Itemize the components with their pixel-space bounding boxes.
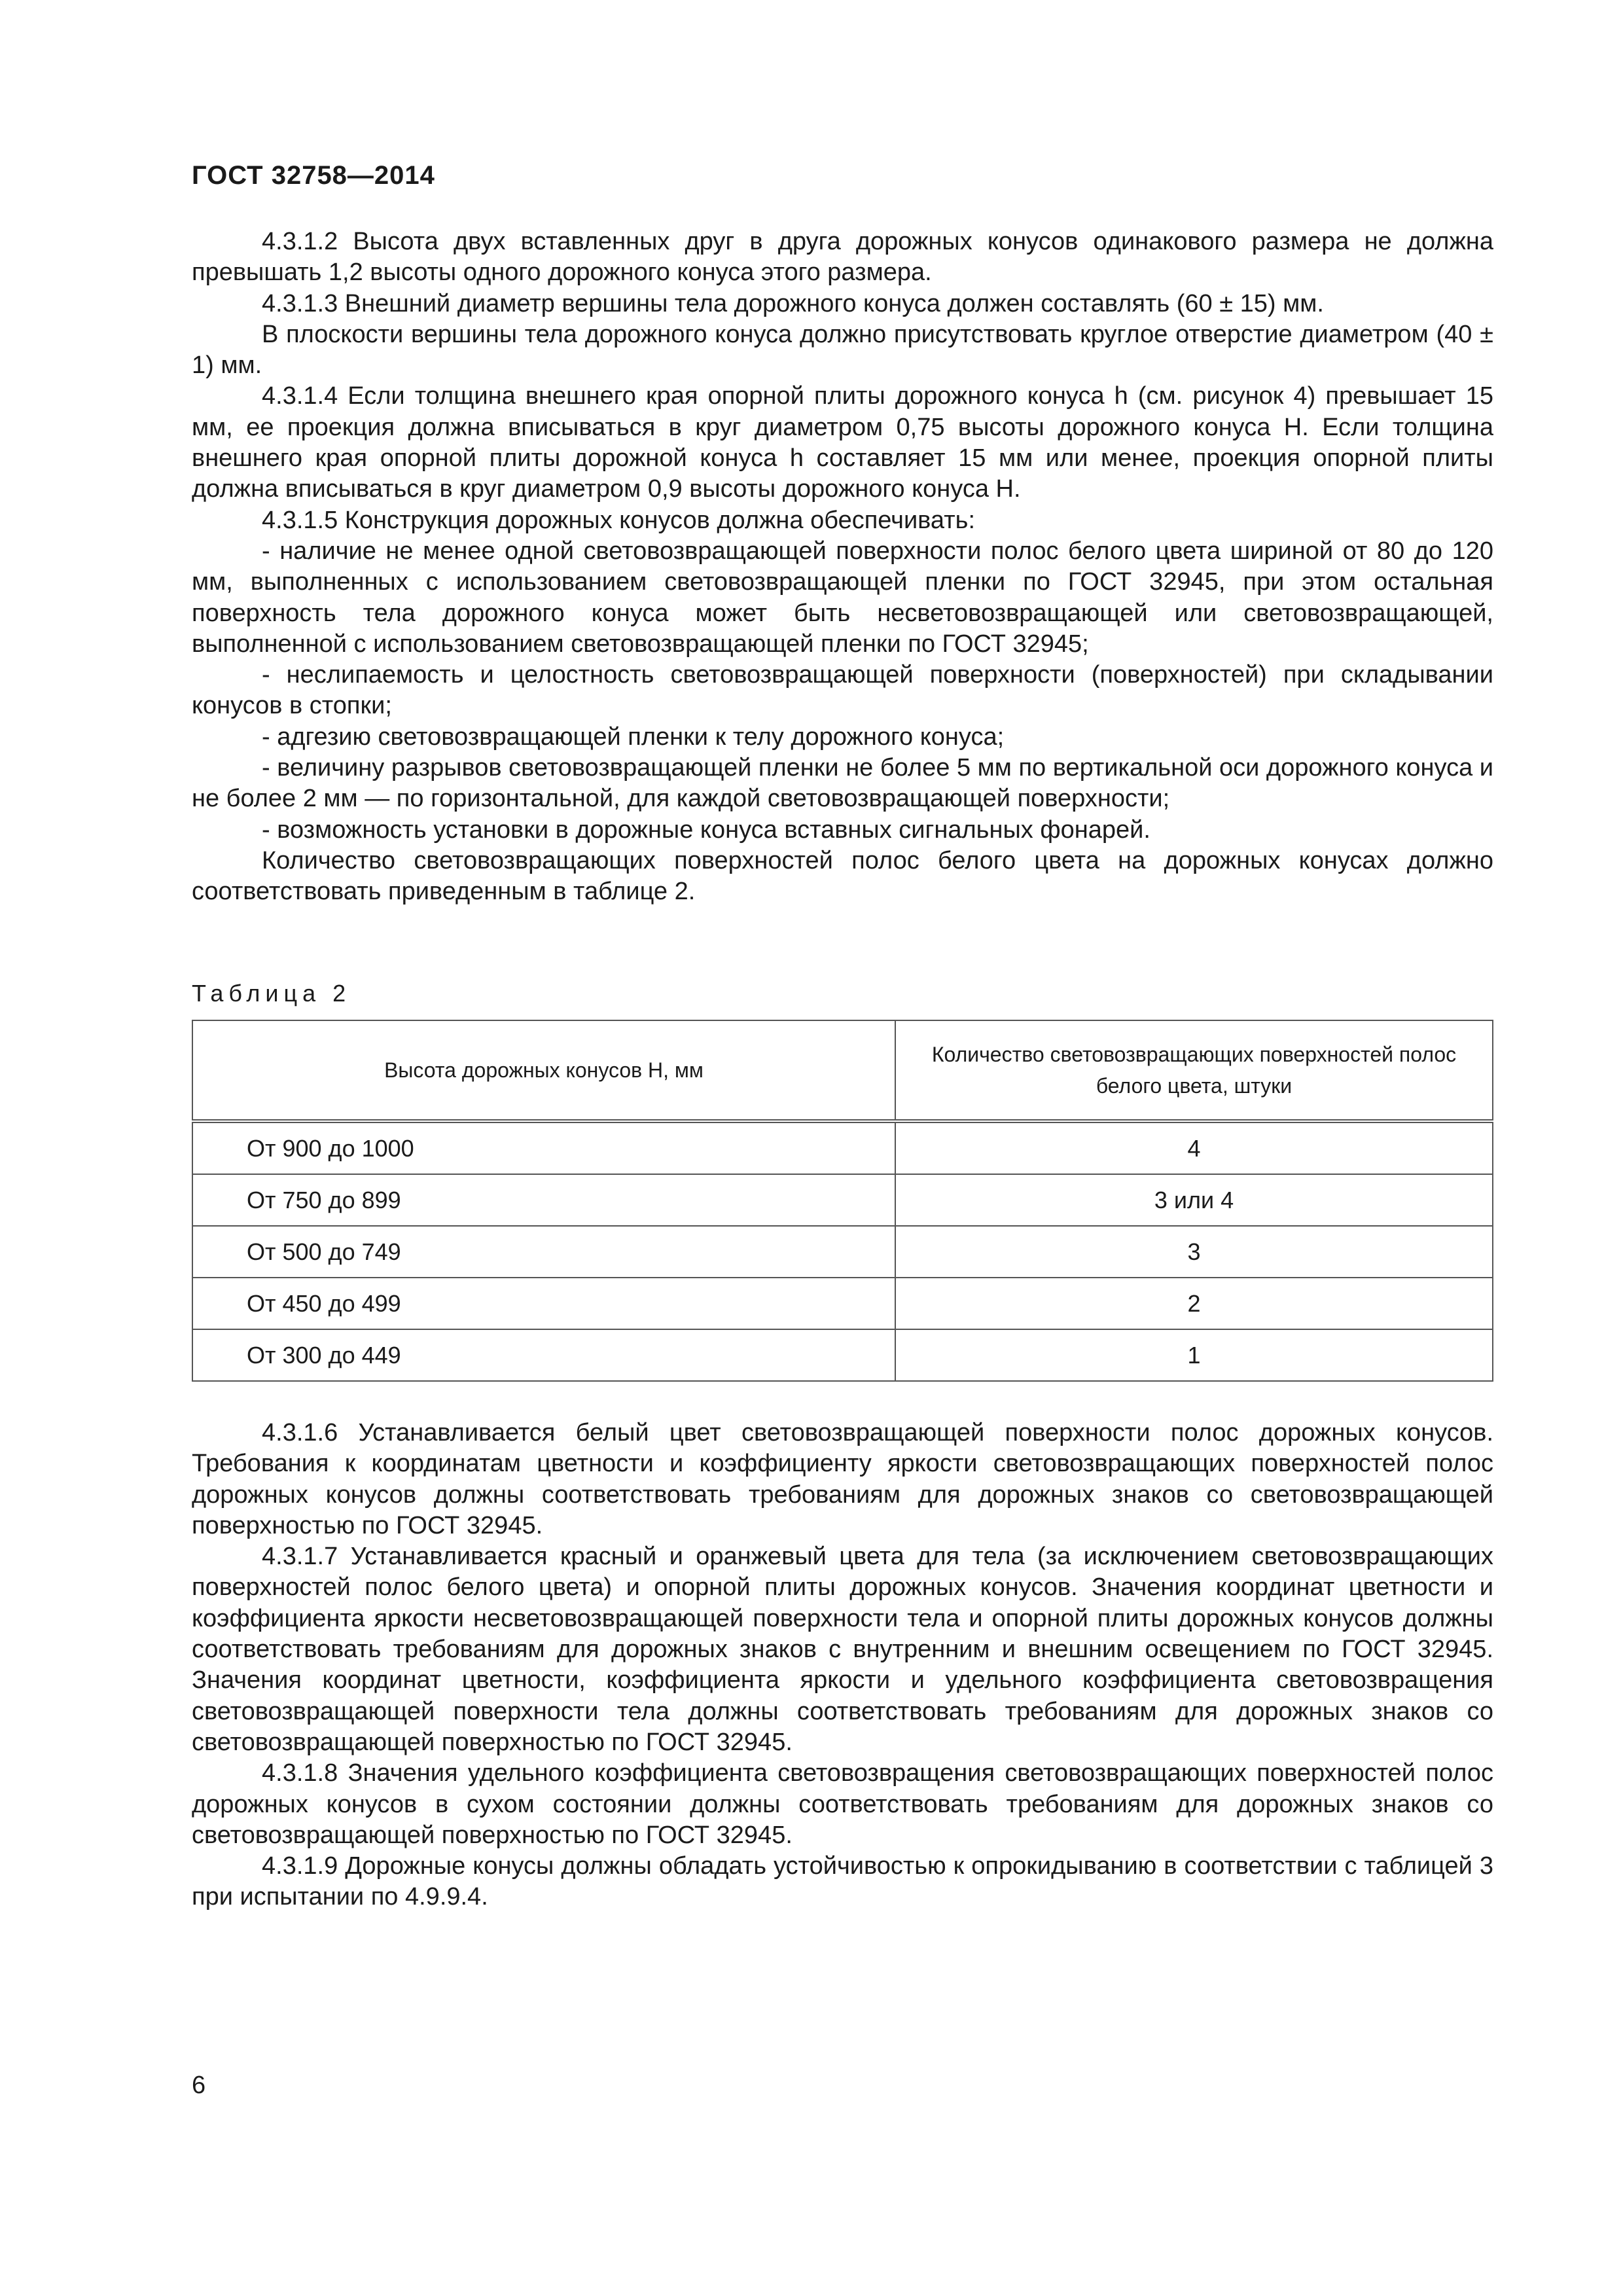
section-4-3-1-2-to-5 bbox=[192, 226, 1493, 908]
table-row bbox=[192, 1329, 1493, 1381]
paragraph-4-3-1-7: 4.3.1.7 Устанавливается красный и оранжевый цвета для тела (за исключением световозвращающих поверхностей полос белого цвета) и опорной плиты дорожных конусов. Значения координат цветности и коэффициента яркости несветовозвращающей поверхности тела и опорной плиты дорожных конусов должны соответствовать требованиям для дорожных знаков с внутренним и внешним освещением по ГОСТ 32945. Значения координат цветности, коэффициента яркости и удельного коэффициента световозвращения световозвращающей поверхности тела должны соответствовать требованиям для дорожных знаков со световозвращающей поверхностью по ГОСТ 32945. bbox=[192, 1543, 1493, 1756]
table-2 bbox=[192, 1020, 1493, 1382]
paragraph-4-3-1-5: 4.3.1.5 Конструкция дорожных конусов должна обеспечивать: bbox=[262, 506, 975, 534]
cell-stripe-count: 3 или 4 bbox=[895, 1174, 1493, 1226]
list-item-non-sticking: - неслипаемость и целостность световозвращающей поверхности (поверхностей) при складывании конусов в стопки; bbox=[192, 661, 1493, 720]
header-stripe-count: Количество световозвращающих поверхностей полос белого цвета, штуки bbox=[895, 1020, 1493, 1121]
cell-height-range: От 900 до 1000 bbox=[192, 1121, 895, 1174]
cell-stripe-count: 4 bbox=[895, 1121, 1493, 1174]
table-caption: Таблица 2 bbox=[192, 980, 351, 1007]
paragraph-4-3-1-6: 4.3.1.6 Устанавливается белый цвет световозвращающей поверхности полос дорожных конусов. Требования к координатам цветности и коэффициенту яркости световозвращающих поверхностей полос дорожных конусов должны соответствовать требованиям для дорожных знаков со световозвращающей поверхностью по ГОСТ 32945. bbox=[192, 1419, 1493, 1539]
table-row bbox=[192, 1174, 1493, 1226]
section-4-3-1-6-to-9 bbox=[192, 1418, 1493, 1913]
list-item-gaps: - величину разрывов световозвращающей пленки не более 5 мм по вертикальной оси дорожного конуса и не более 2 мм — по горизонтальной, для каждой световозвращающей поверхности; bbox=[192, 754, 1493, 813]
cell-stripe-count: 2 bbox=[895, 1278, 1493, 1329]
paragraph-4-3-1-2: 4.3.1.2 Высота двух вставленных друг в друга дорожных конусов одинакового размера не должна превышать 1,2 высоты одного дорожного конуса этого размера. bbox=[192, 228, 1493, 287]
table-header-row bbox=[192, 1020, 1493, 1121]
table-row bbox=[192, 1121, 1493, 1174]
paragraph-4-3-1-3: 4.3.1.3 Внешний диаметр вершины тела дорожного конуса должен составлять (60 ± 15) мм. bbox=[262, 289, 1324, 317]
cell-stripe-count: 1 bbox=[895, 1329, 1493, 1381]
page-number: 6 bbox=[192, 2072, 206, 2099]
cell-stripe-count: 3 bbox=[895, 1226, 1493, 1278]
cell-height-range: От 500 до 749 bbox=[192, 1226, 895, 1278]
header-cone-height: Высота дорожных конусов H, мм bbox=[192, 1020, 895, 1121]
paragraph-4-3-1-4: 4.3.1.4 Если толщина внешнего края опорной плиты дорожного конуса h (см. рисунок 4) превышает 15 мм, ее проекция должна вписываться в круг диаметром 0,75 высоты дорожного конуса H. Если толщина внешнего края опорной плиты дорожной конуса h составляет 15 мм или менее, проекция опорной плиты должна вписываться в круг диаметром 0,9 высоты дорожного конуса H. bbox=[192, 382, 1493, 503]
cell-height-range: От 450 до 499 bbox=[192, 1278, 895, 1329]
document-header: ГОСТ 32758—2014 bbox=[192, 161, 435, 190]
paragraph-4-3-1-8: 4.3.1.8 Значения удельного коэффициента световозвращения световозвращающих поверхностей полос дорожных конусов в сухом состоянии должны соответствовать требованиям для дорожных знаков со световозвращающей поверхностью по ГОСТ 32945. bbox=[192, 1759, 1493, 1849]
table-row bbox=[192, 1226, 1493, 1278]
list-item-adhesion: - адгезию световозвращающей пленки к телу дорожного конуса; bbox=[262, 723, 1005, 751]
cell-height-range: От 300 до 449 bbox=[192, 1329, 895, 1381]
paragraph-4-3-1-9: 4.3.1.9 Дорожные конусы должны обладать устойчивостью к опрокидыванию в соответствии с таблицей 3 при испытании по 4.9.9.4. bbox=[192, 1852, 1493, 1911]
table-row bbox=[192, 1278, 1493, 1329]
cell-height-range: От 750 до 899 bbox=[192, 1174, 895, 1226]
list-item-lamps: - возможность установки в дорожные конуса вставных сигнальных фонарей. bbox=[262, 816, 1150, 844]
list-item-reflective-stripes: - наличие не менее одной световозвращающей поверхности полос белого цвета шириной от 80 до 120 мм, выполненных с использованием световозвращающей пленки по ГОСТ 32945, при этом остальная поверхность тела дорожного конуса может быть несветовозвращающей или световозвращающей, выполненной с использованием световозвращающей пленки по ГОСТ 32945; bbox=[192, 537, 1493, 658]
paragraph-table-reference: Количество световозвращающих поверхностей полос белого цвета на дорожных конусах должно соответствовать приведенным в таблице 2. bbox=[192, 846, 1493, 906]
paragraph-opening-diameter: В плоскости вершины тела дорожного конуса должно присутствовать круглое отверстие диаметром (40 ± 1) мм. bbox=[192, 320, 1493, 380]
